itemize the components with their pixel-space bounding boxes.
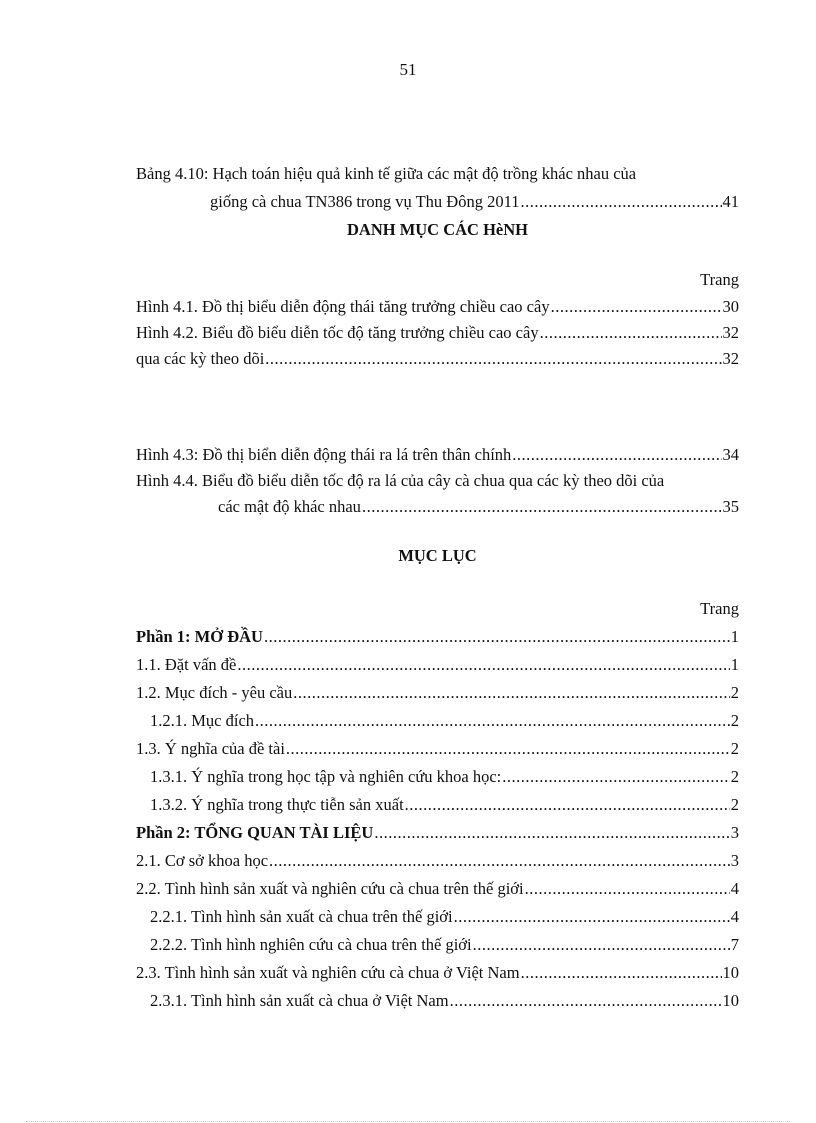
leader-dots <box>293 679 730 707</box>
toc-entry-text: 1.3.2. Ý nghĩa trong thực tiễn sản xuất <box>150 795 404 814</box>
leader-dots <box>265 346 721 372</box>
toc-entry-text: Phần 2: TỔNG QUAN TÀI LIỆU <box>136 823 374 842</box>
toc-entry-page: 2 <box>730 767 739 786</box>
figures-trang-label: Trang <box>700 270 739 289</box>
toc-heading: MỤC LỤC <box>398 546 477 565</box>
toc-entry-text: 1.1. Đặt vấn đề <box>136 655 237 674</box>
table-entry-text: giống cà chua TN386 trong vụ Thu Đông 2011 <box>210 192 520 211</box>
figures-heading: DANH MỤC CÁC HèNH <box>346 220 529 239</box>
leader-dots <box>502 763 730 791</box>
toc-entry <box>136 651 739 679</box>
toc-entry-page: 2 <box>730 739 739 758</box>
toc-entry-text: 2.1. Cơ sở khoa học <box>136 851 269 870</box>
leader-dots <box>521 959 722 987</box>
toc-entry <box>136 959 739 987</box>
figure-entry-page: 32 <box>722 349 739 368</box>
figure-entry-page: 30 <box>722 297 739 316</box>
leader-dots <box>286 735 730 763</box>
toc-entry <box>136 903 739 931</box>
toc-entry <box>136 707 739 735</box>
leader-dots <box>473 931 730 959</box>
toc-entry-page: 2 <box>730 683 739 702</box>
toc-entry <box>136 931 739 959</box>
toc-entry-text: 1.2.1. Mục đích <box>150 711 255 730</box>
toc-entry <box>136 875 739 903</box>
toc-entry-page: 2 <box>730 711 739 730</box>
toc-entry-text: 1.3. Ý nghĩa của đề tài <box>136 739 285 758</box>
leader-dots <box>450 987 722 1015</box>
toc-entry-page: 3 <box>730 851 739 870</box>
table-entry-line-2 <box>136 188 739 216</box>
toc-entry-page: 10 <box>722 991 739 1010</box>
toc-entry-page: 4 <box>730 879 739 898</box>
toc-entry-text: 2.3.1. Tình hình sản xuất cà chua ở Việt Nam <box>150 991 449 1010</box>
leader-dots <box>255 707 730 735</box>
leader-dots <box>512 442 721 468</box>
leader-dots <box>269 847 730 875</box>
figure-entry <box>136 320 739 346</box>
toc-entry <box>136 847 739 875</box>
toc-entry-text: 1.2. Mục đích - yêu cầu <box>136 683 293 702</box>
leader-dots <box>237 651 729 679</box>
toc-entry <box>136 763 739 791</box>
leader-dots <box>264 623 730 651</box>
figure-entry-text: Hình 4.1. Đồ thị biểu diễn động thái tăng trưởng chiều cao cây <box>136 297 550 316</box>
leader-dots <box>540 320 722 346</box>
toc-entry-text: 2.2.1. Tình hình sản xuất cà chua trên thế giới <box>150 907 453 926</box>
toc-entry <box>136 791 739 819</box>
figure-entry-text: Hình 4.4. Biểu đồ biểu diễn tốc độ ra lá của cây cà chua qua các kỳ theo dõi của <box>136 471 665 490</box>
figure-entry-page: 32 <box>722 323 739 342</box>
toc-entry-page: 2 <box>730 795 739 814</box>
toc-entry-text: 2.2. Tình hình sản xuất và nghiên cứu cà chua trên thế giới <box>136 879 524 898</box>
figure-entry-text: Hình 4.2. Biểu đồ biểu diễn tốc độ tăng trưởng chiều cao cây <box>136 323 539 342</box>
toc-entry-page: 4 <box>730 907 739 926</box>
leader-dots <box>454 903 730 931</box>
leader-dots <box>374 819 729 847</box>
page-number: 51 <box>399 60 417 79</box>
document-body <box>136 160 739 1015</box>
toc-trang-label: Trang <box>700 599 739 618</box>
toc-entry-page: 1 <box>730 655 739 674</box>
toc-entry-text: 2.2.2. Tình hình nghiên cứu cà chua trên thế giới <box>150 935 472 954</box>
toc-entry <box>136 679 739 707</box>
toc-entry-page: 1 <box>730 627 739 646</box>
figure-entry <box>136 494 739 520</box>
toc-entry-text: Phần 1: MỞ ĐẦU <box>136 627 263 646</box>
figure-entry-text: qua các kỳ theo dõi <box>136 349 265 368</box>
toc-entry <box>136 623 739 651</box>
leader-dots <box>521 188 722 216</box>
toc-entry <box>136 987 739 1015</box>
toc-entry-page: 10 <box>722 963 739 982</box>
figure-entry <box>136 442 739 468</box>
toc-entry <box>136 735 739 763</box>
table-entry-page: 41 <box>722 192 739 211</box>
toc-entry-text: 1.3.1. Ý nghĩa trong học tập và nghiên cứu khoa học: <box>150 767 502 786</box>
page-bottom-rule <box>26 1121 790 1122</box>
leader-dots <box>525 875 730 903</box>
figure-entry <box>136 346 739 372</box>
leader-dots <box>405 791 730 819</box>
figure-entry-page: 35 <box>722 497 739 516</box>
leader-dots <box>362 494 722 520</box>
figure-entry-text: Hình 4.3: Đồ thị biển diễn động thái ra lá trên thân chính <box>136 445 512 464</box>
figure-entry <box>136 294 739 320</box>
toc-entry-text: 2.3. Tình hình sản xuất và nghiên cứu cà chua ở Việt Nam <box>136 963 520 982</box>
leader-dots <box>551 294 722 320</box>
table-entry-line-1: Bảng 4.10: Hạch toán hiệu quả kinh tế giữa các mật độ trồng khác nhau của <box>136 164 637 183</box>
toc-entry-page: 3 <box>730 823 739 842</box>
figure-entry-text: các mật độ khác nhau <box>218 497 361 516</box>
toc-entry-page: 7 <box>730 935 739 954</box>
figure-entry-page: 34 <box>722 445 739 464</box>
toc-entry <box>136 819 739 847</box>
